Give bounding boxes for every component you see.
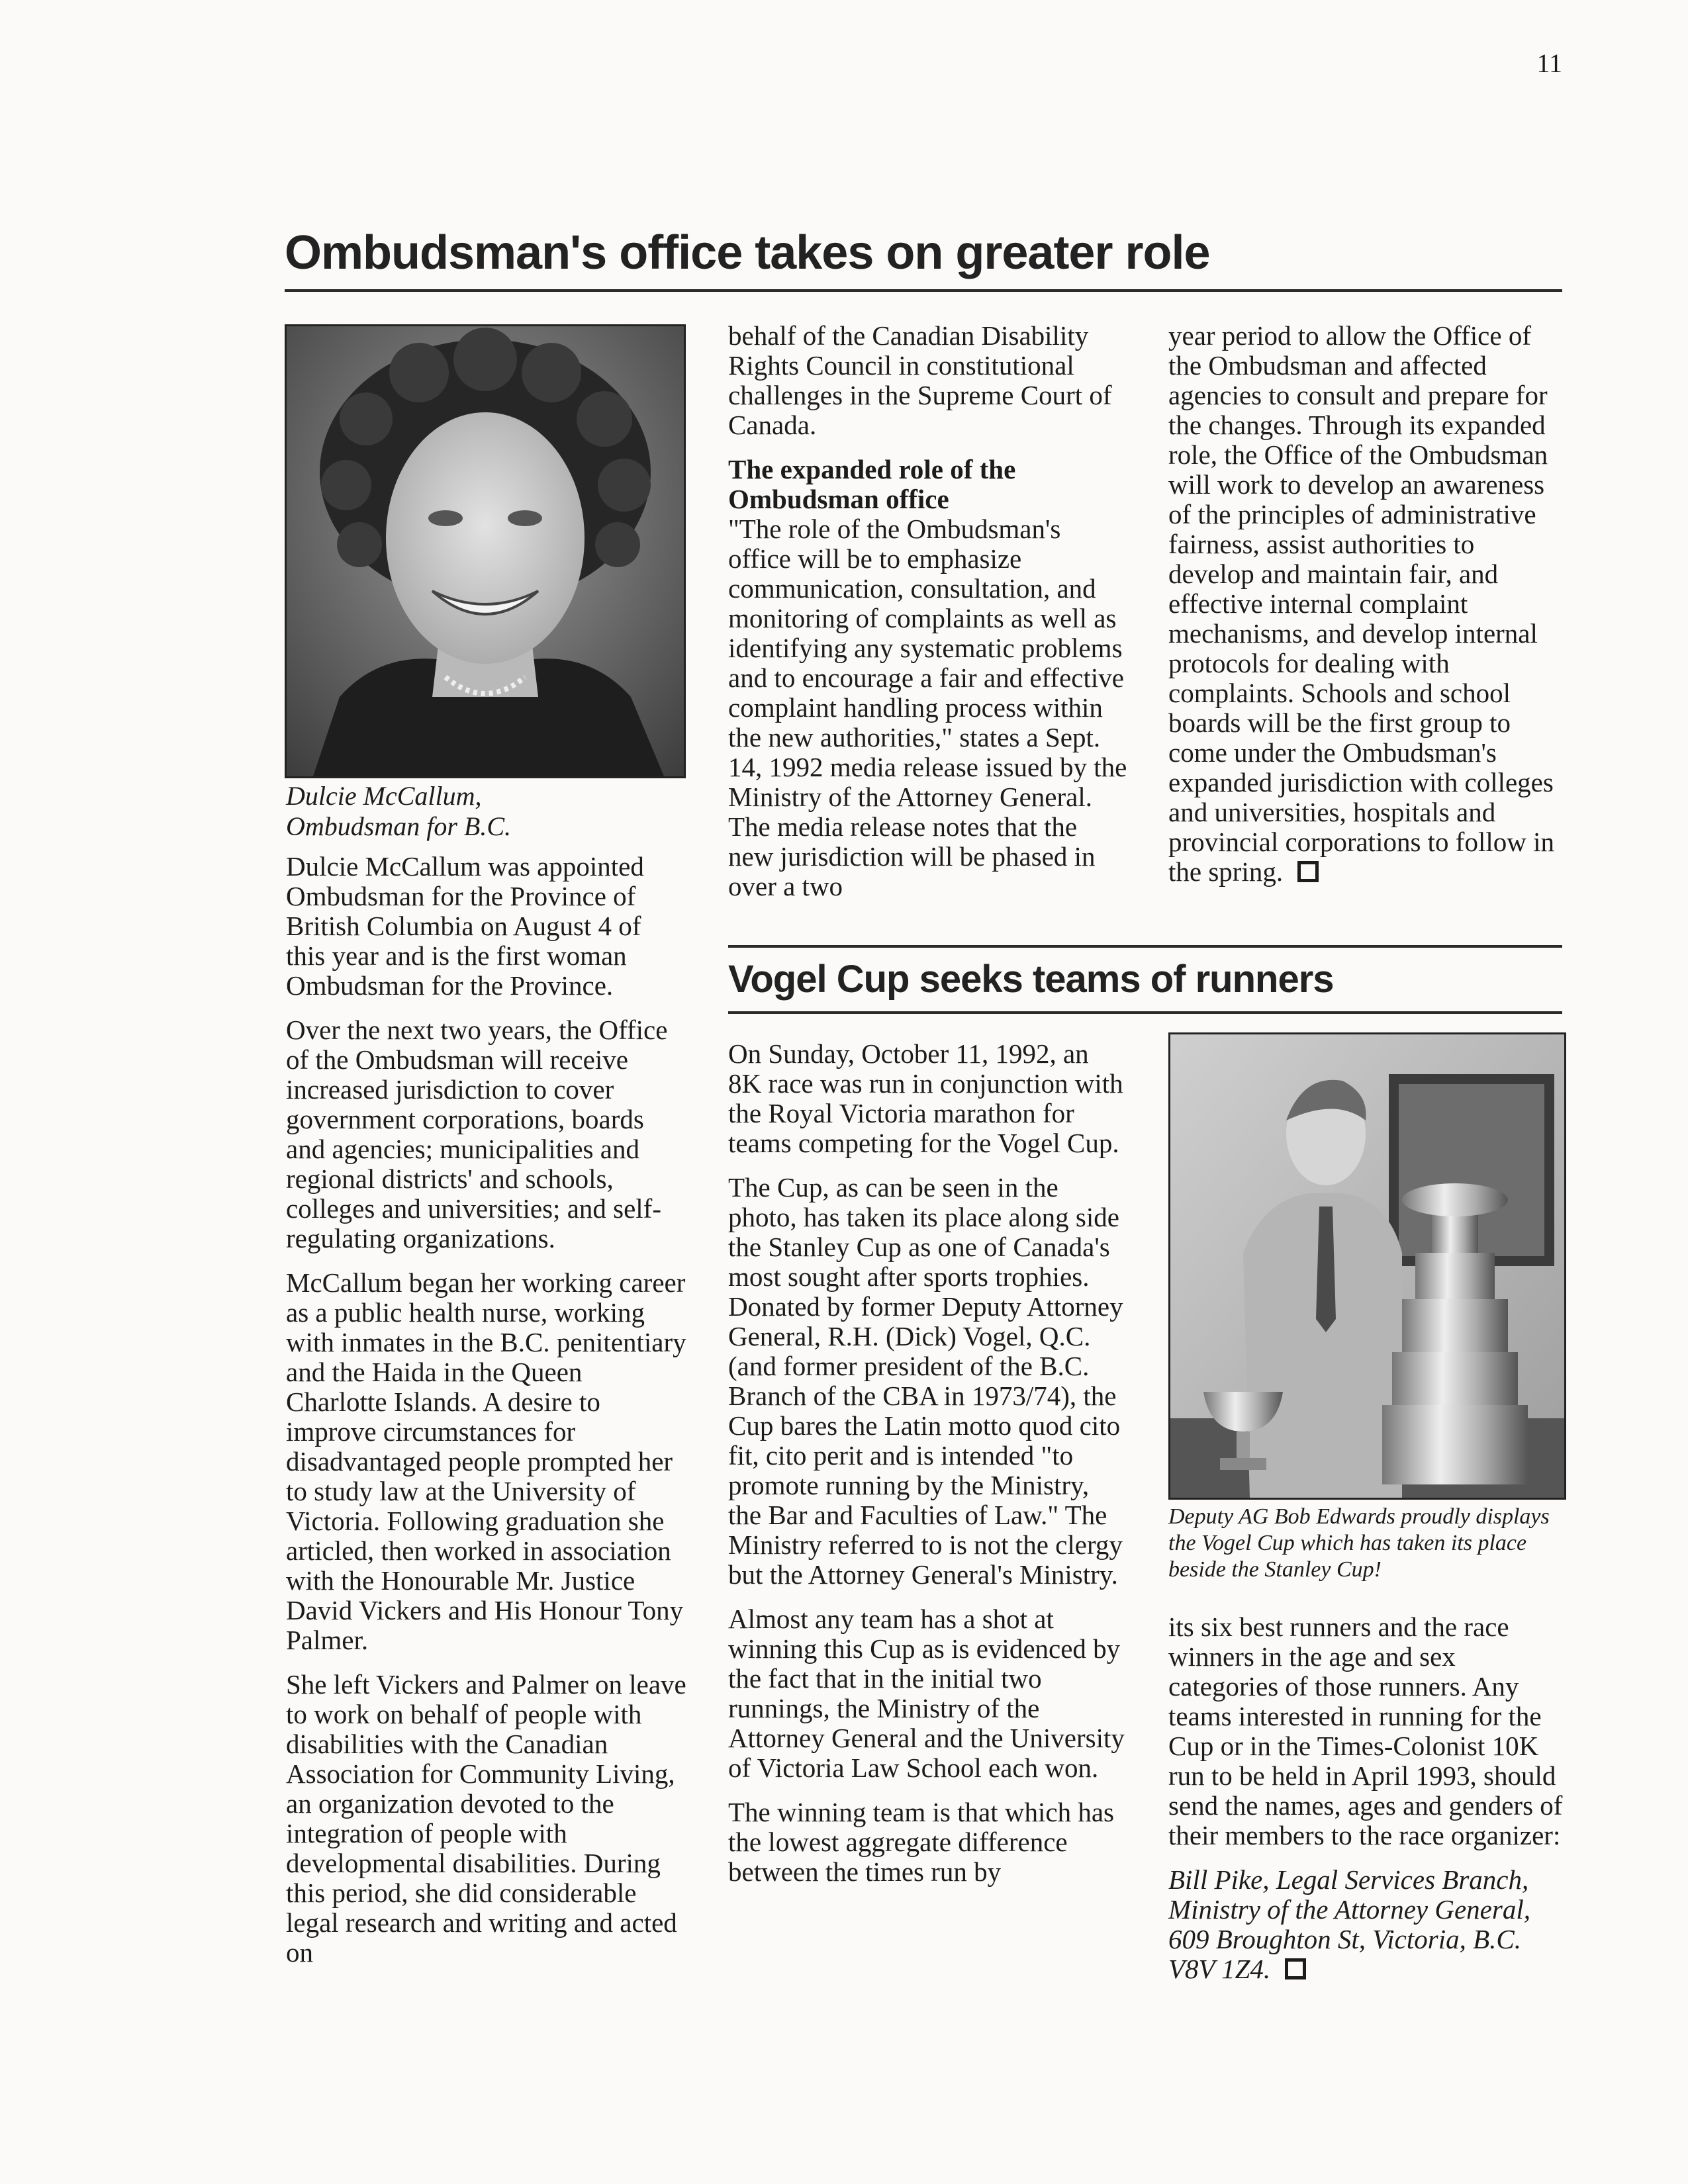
- paragraph: "The role of the Ombudsman's office will be to emphasize communication, consultation, and monitoring of complaints as well as identifying any systematic problems and to encourage a fair and effective complaint handling process within the new authorities," states a Sept. 14, 1992 media release issued by the Ministry of the Attorney General. The media release notes that the new jurisdiction will be phased in over a two: [728, 514, 1127, 901]
- paragraph: behalf of the Canadian Disability Rights Council in constitutional challenges in the Supreme Court of Canada.: [728, 320, 1112, 440]
- paragraph: She left Vickers and Palmer on leave to work on behalf of people with disabilities with the Canadian Association for Community Living, an organization devoted to the integration of people with developmental disabilities. During this period, she did considerable legal research and writing and acted on: [286, 1669, 686, 1968]
- article2-headline-rule: [728, 1011, 1562, 1014]
- article1-column-2: [728, 321, 1129, 916]
- article2-headline: Vogel Cup seeks teams of runners: [728, 958, 1334, 1001]
- paragraph: Over the next two years, the Office of the Ombudsman will receive increased jurisdiction to cover government corporations, boards and agencies; municipalities and regional districts' and schools, colleges and universities; and self-regulating organizations.: [286, 1015, 668, 1253]
- address-postal-code: V8V 1Z4.: [1168, 1954, 1271, 1984]
- paragraph: Almost any team has a shot at winning this Cup as is evidenced by the fact that in the initial two runnings, the Ministry of the Attorney General and the University of Victoria Law School each won.: [728, 1604, 1125, 1783]
- paragraph: The winning team is that which has the lowest aggregate difference between the times run by: [728, 1797, 1114, 1887]
- article2-column-3: [1168, 1612, 1566, 1984]
- race-organizer-address: [1168, 1865, 1566, 1984]
- vogel-cup-photo: [1168, 1032, 1566, 1500]
- ombudsman-portrait-photo: [285, 324, 686, 778]
- article1-headline: Ombudsman's office takes on greater role: [285, 226, 1210, 279]
- article1-column-1: [286, 852, 686, 1982]
- address-line: [1168, 1954, 1566, 1984]
- address-line: Bill Pike, Legal Services Branch,: [1168, 1864, 1529, 1895]
- subheading: The expanded role of the Ombudsman office: [728, 454, 1016, 514]
- paragraph: [1168, 321, 1566, 887]
- address-line: Ministry of the Attorney General,: [1168, 1894, 1530, 1925]
- trophy-photo-image: [1170, 1034, 1564, 1498]
- article1-headline-rule: [285, 289, 1562, 292]
- page-number: 11: [1536, 48, 1562, 78]
- article2-top-rule: [728, 945, 1562, 948]
- portrait-caption-line-2: Ombudsman for B.C.: [286, 811, 512, 841]
- article2-column-2: [728, 1039, 1129, 1901]
- paragraph: its six best runners and the race winners in the age and sex categories of those runners. Any teams interested in running for the Cup or in the Times-Colonist 10K run to be held in April 1993, should send the names, ages and genders of their members to the race organizer:: [1168, 1612, 1563, 1850]
- paragraph: The Cup, as can be seen in the photo, has taken its place along side the Stanley Cup as one of Canada's most sought after sports trophies. Donated by former Deputy Attorney General, R.H. (Dick) Vogel, Q.C. (and former president of the B.C. Branch of the CBA in 1973/74), the Cup bares the Latin motto quod cito fit, cito perit and is intended "to promote running by the Ministry, the Bar and Faculties of Law." The Ministry referred to is not the clergy but the Attorney General's Ministry.: [728, 1172, 1123, 1590]
- paragraph: McCallum began her working career as a public health nurse, working with inmates in the B.C. penitentiary and the Haida in the Queen Charlotte Islands. A desire to improve circumstances for disadvantaged people prompted her to study law at the University of Victoria. Following graduation she articled, then worked in association with the Honourable Mr. Justice David Vickers and His Honour Tony Palmer.: [286, 1267, 686, 1655]
- portrait-image: [287, 326, 684, 776]
- paragraph: On Sunday, October 11, 1992, an 8K race was run in conjunction with the Royal Victoria marathon for teams competing for the Vogel Cup.: [728, 1038, 1123, 1158]
- portrait-caption-line-1: Dulcie McCallum,: [286, 781, 482, 811]
- end-mark-icon: [1285, 1958, 1306, 1979]
- address-line: 609 Broughton St, Victoria, B.C.: [1168, 1924, 1521, 1954]
- portrait-caption: [286, 781, 683, 842]
- article1-column-3: [1168, 321, 1566, 901]
- paragraph-text: year period to allow the Office of the Ombudsman and affected agencies to consult and prepare for the changes. Through its expanded role, the Office of the Ombudsman will work to develop an awareness of the principles of administrative fairness, assist authorities to develop and maintain fair, and effective internal complaint mechanisms, and develop internal protocols for dealing with complaints. Schools and school boards will be the first group to come under the Ombudsman's expanded jurisdiction with colleges and universities, hospitals and provincial corporations to follow in the spring.: [1168, 320, 1554, 887]
- paragraph: Dulcie McCallum was appointed Ombudsman for the Province of British Columbia on August 4 of this year and is the first woman Ombudsman for the Province.: [286, 851, 644, 1001]
- trophy-photo-caption: Deputy AG Bob Edwards proudly displays the Vogel Cup which has taken its place beside the Stanley Cup!: [1168, 1504, 1550, 1582]
- end-mark-icon: [1297, 861, 1319, 882]
